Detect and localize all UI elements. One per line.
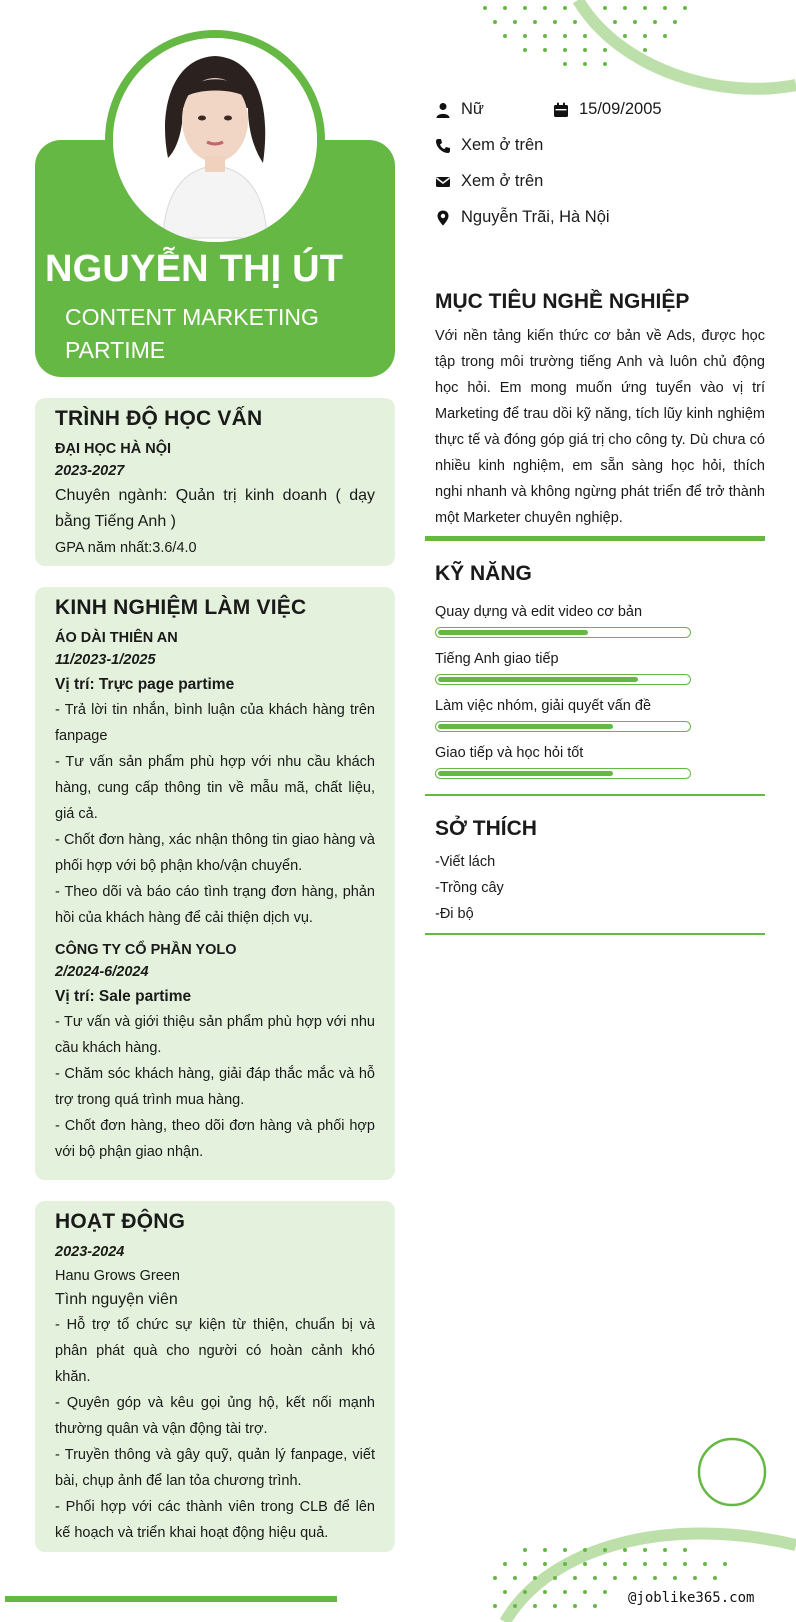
phone-icon <box>435 138 451 154</box>
email-row <box>435 172 543 191</box>
calendar-icon <box>553 102 569 118</box>
education-section <box>35 398 395 566</box>
activity-role: Tình nguyện viên <box>55 1291 178 1308</box>
education-school: ĐẠI HỌC HÀ NỘI <box>55 441 171 457</box>
skill-bar-fill <box>438 771 613 776</box>
activity-bullet: - Hỗ trợ tổ chức sự kiện từ thiện, chuẩn bị và phân phát quà cho người có hoàn cảnh khó khăn. <box>55 1317 375 1385</box>
skills-divider <box>425 794 765 796</box>
education-title: TRÌNH ĐỘ HỌC VẤN <box>55 407 263 430</box>
skill-bar-fill <box>438 677 638 682</box>
activity-bullet: - Phối hợp với các thành viên trong CLB để lên kế hoạch và triển khai hoạt động hiệu quả. <box>55 1499 375 1541</box>
hobbies-title: SỞ THÍCH <box>435 817 537 840</box>
job-bullet: - Tư vấn và giới thiệu sản phẩm phù hợp với nhu cầu khách hàng. <box>55 1014 375 1056</box>
objective-text: Với nền tảng kiến thức cơ bản về Ads, được học tập trong môi trường tiếng Anh và luôn chủ động học hỏi. Em mong muốn ứng tuyển vào vị trí Marketing để trau dồi kỹ năng, tích lũy kinh nghiệm thực tế và đóng góp giá trị cho công ty. Dù chưa có nhiều kinh nghiệm, em sẵn sàng học hỏi, thích nghi nhanh và không ngừng phát triển để trở thành một Marketer chuyên nghiệp. <box>435 328 765 526</box>
hobby-item: -Đi bộ <box>435 906 474 922</box>
person-icon <box>435 102 451 118</box>
job-bullet: - Chốt đơn hàng, xác nhận thông tin giao hàng và phối hợp với bộ phận kho/vận chuyển. <box>55 832 375 874</box>
avatar <box>113 38 317 242</box>
job-entry <box>55 627 375 931</box>
skill-bar <box>435 721 691 732</box>
candidate-role <box>65 301 385 367</box>
candidate-name: NGUYỄN THỊ ÚT <box>45 248 344 290</box>
activity-period: 2023-2024 <box>55 1244 125 1260</box>
phone-row <box>435 136 543 155</box>
top-arc-decoration <box>570 0 796 100</box>
activities-title: HOẠT ĐỘNG <box>55 1210 186 1233</box>
hobbies-divider <box>425 933 765 935</box>
birthday-row <box>553 100 662 119</box>
job-bullet: - Trả lời tin nhắn, bình luận của khách hàng trên fanpage <box>55 702 375 744</box>
skill-bar <box>435 627 691 638</box>
job-bullet: - Chăm sóc khách hàng, giải đáp thắc mắc và hỗ trợ trong quá trình mua hàng. <box>55 1066 375 1108</box>
skill-bar-fill <box>438 724 613 729</box>
skill-label: Giao tiếp và học hỏi tốt <box>435 745 584 761</box>
bottom-dots-decoration <box>490 1540 770 1622</box>
phone-value: Xem ở trên <box>461 136 544 154</box>
hobby-item: -Viết lách <box>435 854 496 870</box>
bottom-circle-decoration <box>696 1436 768 1508</box>
skill-bar-fill <box>438 630 588 635</box>
job-period: 11/2023-1/2025 <box>55 652 156 668</box>
activity-bullet: - Quyên góp và kêu gọi ủng hộ, kết nối mạnh thường quân và vận động tài trợ. <box>55 1395 375 1437</box>
activity-org: Hanu Grows Green <box>55 1268 180 1284</box>
location-pin-icon <box>435 210 451 226</box>
objective-title: MỤC TIÊU NGHỀ NGHIỆP <box>435 290 690 313</box>
job-position: Vị trí: Trực page partime <box>55 676 235 693</box>
job-company: ÁO DÀI THIÊN AN <box>55 630 178 646</box>
experience-section <box>35 587 395 1180</box>
job-bullet: - Tư vấn sản phẩm phù hợp với nhu cầu khách hàng, cung cấp thông tin về mẫu mã, chất liệu, giá cả. <box>55 754 375 822</box>
education-gpa: GPA năm nhất:3.6/4.0 <box>55 540 197 556</box>
objective-divider <box>425 536 765 541</box>
role-line-1: CONTENT MARKETING <box>65 304 319 330</box>
experience-title: KINH NGHIỆM LÀM VIỆC <box>55 596 307 619</box>
envelope-icon <box>435 174 451 190</box>
job-bullet: - Theo dõi và báo cáo tình trạng đơn hàng, phản hồi của khách hàng để cải thiện dịch vụ. <box>55 884 375 926</box>
skill-label: Quay dựng và edit video cơ bản <box>435 604 643 620</box>
job-position: Vị trí: Sale partime <box>55 988 192 1005</box>
education-period: 2023-2027 <box>55 463 125 479</box>
education-major: Chuyên ngành: Quản trị kinh doanh ( dạy bằng Tiếng Anh ) <box>55 487 375 530</box>
skill-label: Làm việc nhóm, giải quyết vấn đề <box>435 698 652 714</box>
skill-label: Tiếng Anh giao tiếp <box>435 651 559 667</box>
birthday-value: 15/09/2005 <box>579 100 662 118</box>
job-entry <box>55 939 375 1165</box>
job-bullet: - Chốt đơn hàng, theo dõi đơn hàng và phối hợp với bộ phận giao nhận. <box>55 1118 375 1160</box>
role-line-2: PARTIME <box>65 337 166 363</box>
top-dots-decoration <box>470 0 730 75</box>
gender-value: Nữ <box>461 100 484 118</box>
hobby-item: -Trồng cây <box>435 880 504 896</box>
skills-title: KỸ NĂNG <box>435 562 532 585</box>
activities-section <box>35 1201 395 1552</box>
email-value: Xem ở trên <box>461 172 544 190</box>
job-period: 2/2024-6/2024 <box>55 964 149 980</box>
job-company: CÔNG TY CỔ PHẦN YOLO <box>55 942 237 958</box>
address-row <box>435 208 610 227</box>
footer-url: @joblike365.com <box>628 1590 755 1606</box>
skill-bar <box>435 674 691 685</box>
address-value: Nguyễn Trãi, Hà Nội <box>461 208 610 226</box>
activity-bullet: - Truyền thông và gây quỹ, quản lý fanpage, viết bài, chụp ảnh để lan tỏa chương trình. <box>55 1447 375 1489</box>
footer-bar <box>5 1596 337 1602</box>
gender-row <box>435 100 484 119</box>
portrait-illustration <box>113 38 317 242</box>
skill-bar <box>435 768 691 779</box>
